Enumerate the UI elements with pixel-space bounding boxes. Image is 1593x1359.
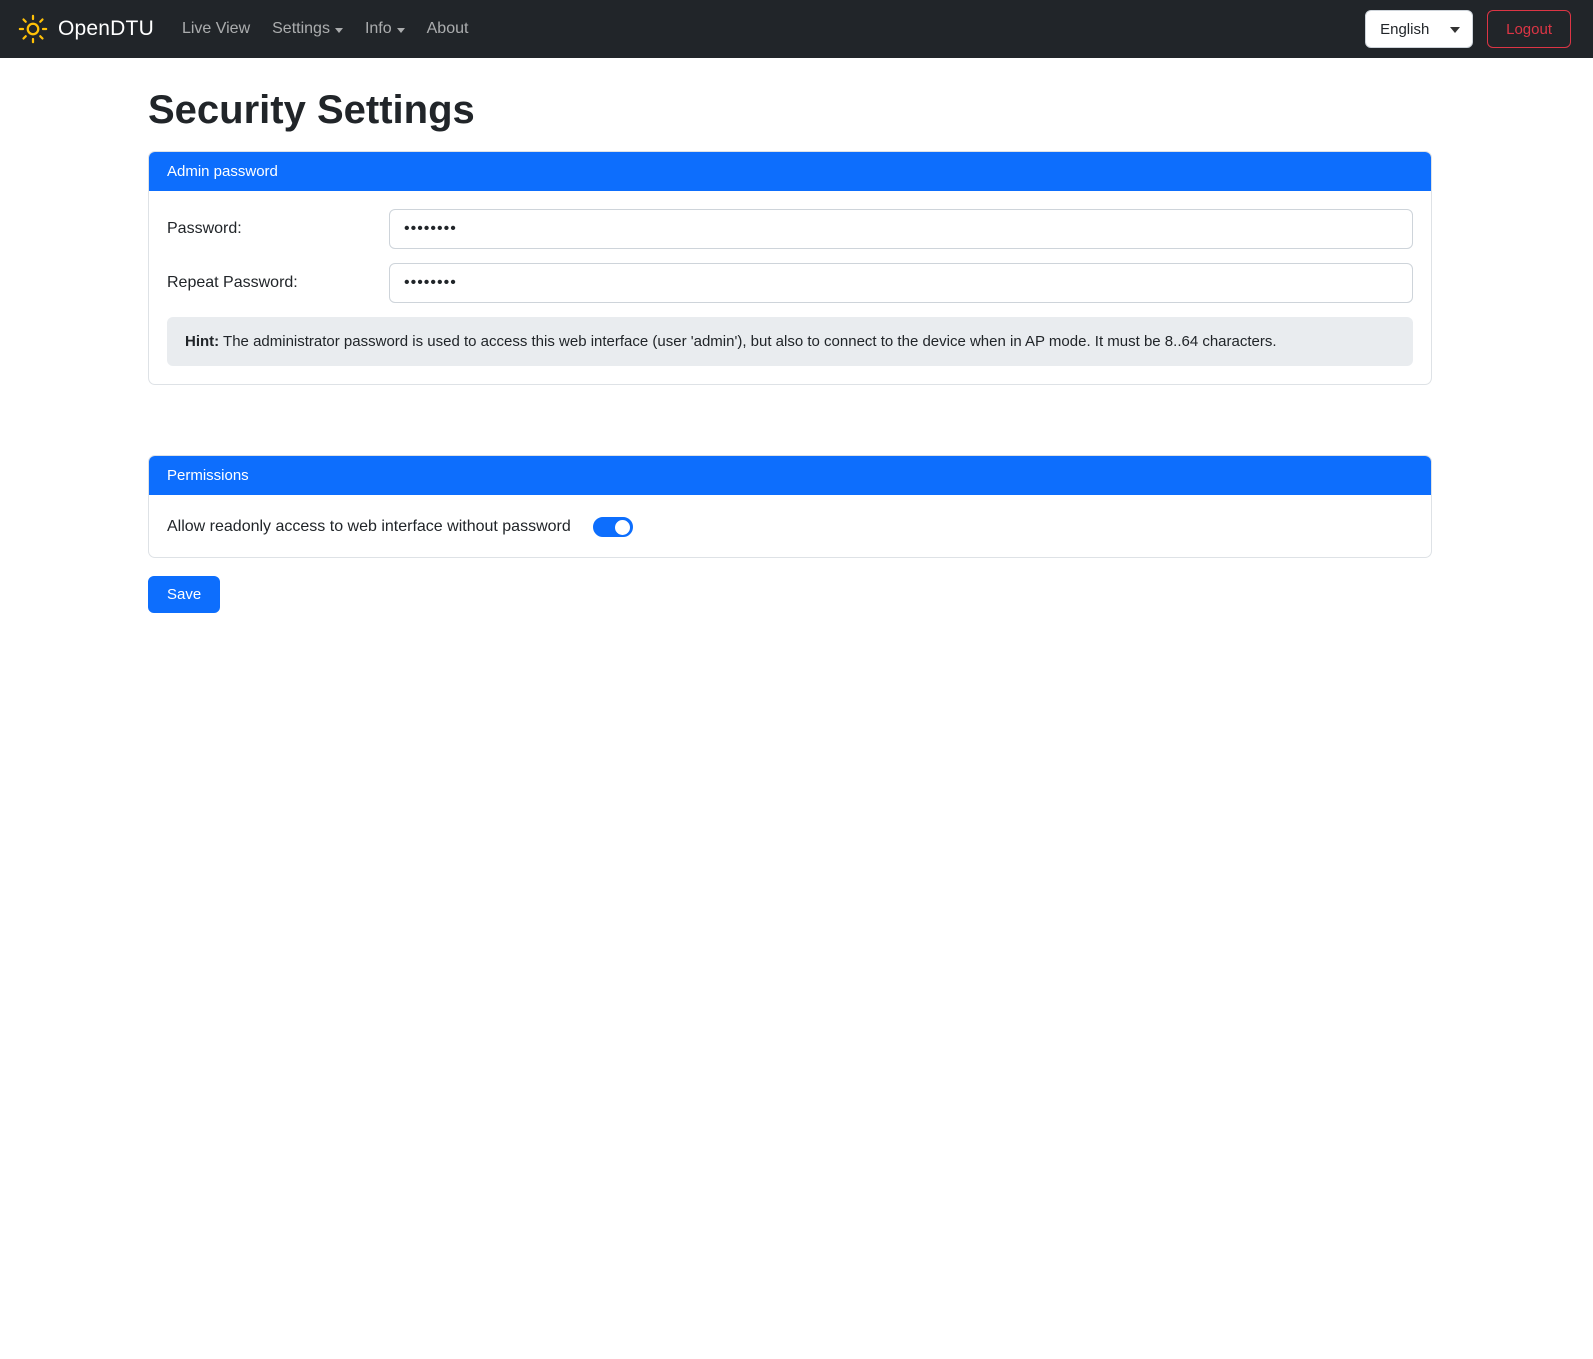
nav-link-label: Info [364,20,392,37]
permissions-card-header: Permissions [149,456,1431,495]
readonly-access-label: Allow readonly access to web interface without password [167,518,571,535]
password-hint-text: The administrator password is used to access this web interface (user 'admin'), but also to connect to the device when in AP mode. It must be 8..64 characters. [219,333,1277,350]
page-content [0,88,1593,613]
language-select[interactable] [1365,10,1473,48]
admin-password-card [148,151,1432,385]
password-input[interactable] [389,209,1413,249]
nav-link-live-view[interactable] [182,20,250,38]
admin-password-card-body [149,191,1431,384]
readonly-access-toggle[interactable] [593,517,633,537]
navbar-right [1365,0,1571,58]
navbar [0,0,1593,58]
chevron-down-icon [1450,27,1460,33]
permissions-card-body [149,495,1431,557]
brand-label: OpenDTU [58,17,154,40]
admin-password-card-header: Admin password [149,152,1431,191]
brand[interactable] [18,14,154,44]
chevron-down-icon [397,28,405,33]
language-select-value: English [1380,20,1430,38]
password-hint [167,317,1413,366]
permissions-card [148,455,1432,558]
password-hint-label: Hint: [185,333,220,350]
repeat-password-row [167,263,1413,303]
save-button[interactable]: Save [148,576,220,613]
nav-link-settings[interactable] [272,20,343,38]
chevron-down-icon [335,28,343,33]
nav-links [182,20,469,38]
nav-link-info[interactable] [365,20,405,38]
password-label: Password: [167,220,242,237]
readonly-access-row [167,513,1413,539]
logout-button[interactable]: Logout [1487,10,1571,48]
nav-link-label: Live View [181,20,251,37]
nav-link-label: Settings [272,20,330,37]
toggle-knob [615,520,630,535]
nav-link-label: About [426,20,469,37]
repeat-password-label: Repeat Password: [167,274,298,291]
repeat-password-input[interactable] [389,263,1413,303]
nav-link-about[interactable] [427,20,469,38]
sun-icon [18,14,48,44]
page-title: Security Settings [148,88,475,132]
card-spacer [0,385,1593,455]
password-row [167,209,1413,249]
